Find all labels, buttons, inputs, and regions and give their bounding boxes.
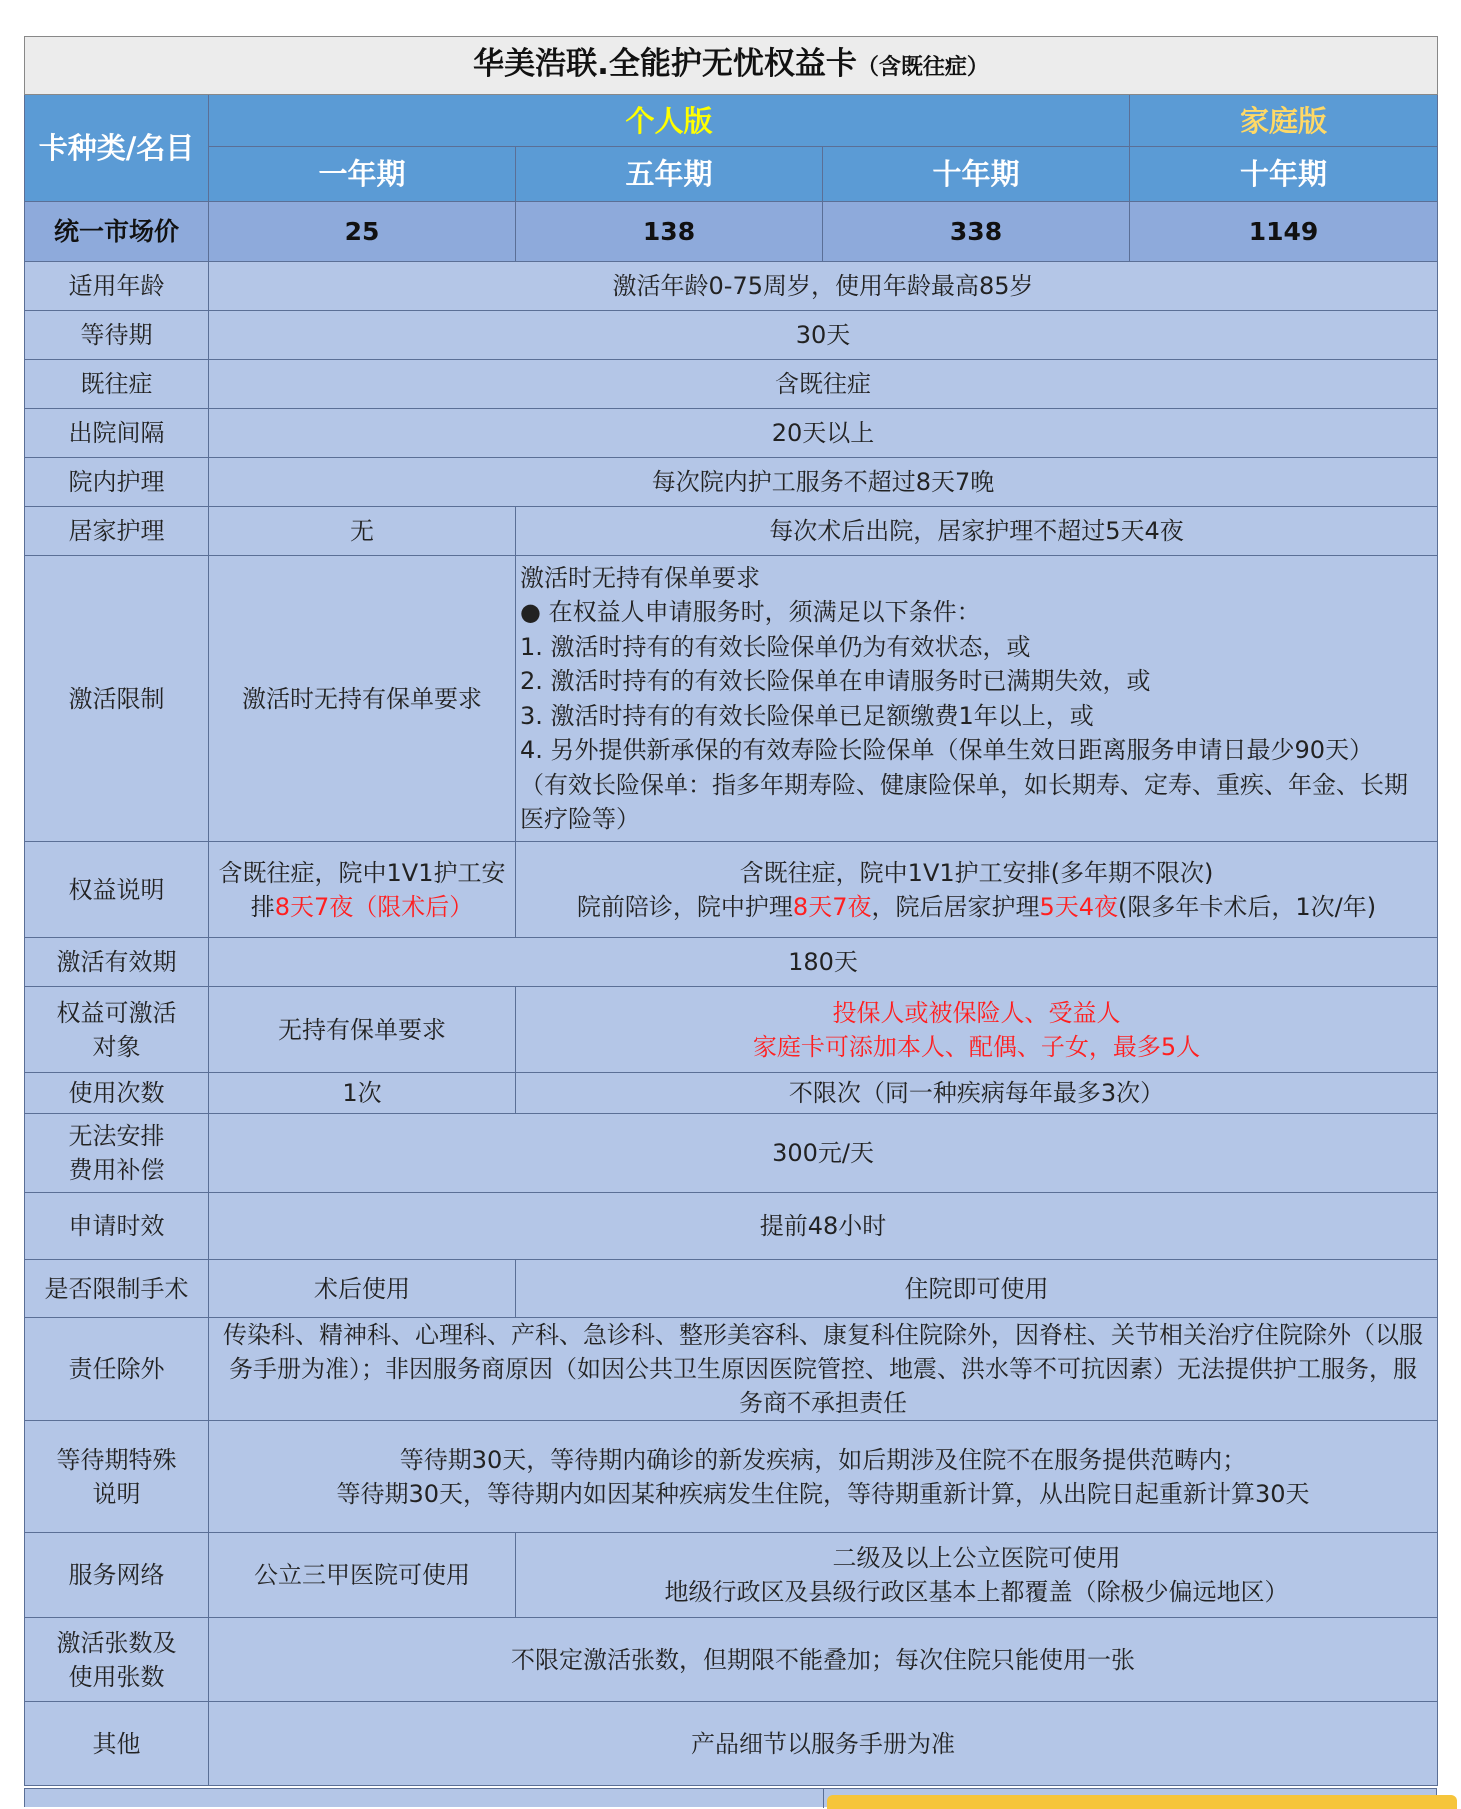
- period-one-year: 一年期: [209, 147, 516, 202]
- compensation-label: [25, 1114, 209, 1193]
- activation-limit-line: 1. 激活时持有的有效长险保单仍为有效状态，或: [520, 632, 1031, 661]
- compensation-value: 300元/天: [209, 1114, 1438, 1193]
- waiting-label: 等待期: [25, 311, 209, 360]
- times-one-year: 1次: [209, 1073, 516, 1114]
- period-five-year: 五年期: [516, 147, 823, 202]
- activation-limit-line: 激活时无持有保单要求: [520, 563, 760, 592]
- bottom-strip: [24, 1788, 1437, 1807]
- validity-label: 激活有效期: [25, 938, 209, 987]
- exclusions-value: [209, 1318, 1438, 1421]
- waiting-special-line2: 等待期30天，等待期内如因某种疾病发生住院，等待期重新计算，从出院日起重新计算30天: [336, 1479, 1310, 1508]
- eligible-multi-line1: 投保人或被保险人、受益人: [832, 998, 1121, 1027]
- activation-limit-line: （有效长险保单：指多年期寿险、健康险保单，如长期寿、定寿、重疾、年金、长期: [520, 770, 1408, 799]
- network-multi-line2: 地级行政区及县级行政区基本上都覆盖（除极少偏远地区）: [664, 1578, 1289, 1606]
- period-ten-year: 十年期: [823, 147, 1130, 202]
- age-label: 适用年龄: [25, 262, 209, 311]
- validity-value: 180天: [209, 938, 1438, 987]
- activation-limit-multi-year: [516, 556, 1438, 842]
- eligible-multi-year: [516, 987, 1438, 1073]
- benefits-multi-year: [516, 842, 1438, 938]
- exclusions-line2: 务手册为准）；非因服务商原因（如因公共卫生原因医院管控、地震、洪水等不可抗因素）无法提供护工服务，服: [229, 1355, 1418, 1383]
- eligible-label: [25, 987, 209, 1073]
- network-multi-year: [516, 1533, 1438, 1618]
- benefits-multi-text-e: (限多年卡术后，1次/年): [1118, 892, 1377, 921]
- waiting-special-line1: 等待期30天，等待期内确诊的新发疾病，如后期涉及住院不在服务提供范畴内；: [399, 1445, 1247, 1474]
- benefits-multi-highlight-inhospital: 8天7夜: [792, 892, 872, 921]
- title-main: 华美浩联.全能护无忧权益卡: [473, 45, 857, 82]
- card-type-header: 卡种类/名目: [25, 95, 209, 202]
- network-multi-line1: 二级及以上公立医院可使用: [832, 1544, 1121, 1572]
- network-one-year: 公立三甲医院可使用: [209, 1533, 516, 1618]
- inhospital-label: 院内护理: [25, 458, 209, 507]
- bottom-strip-divider: [823, 1789, 824, 1808]
- compensation-label-line1: 无法安排: [68, 1122, 165, 1150]
- benefits-multi-line1: 含既往症，院中1V1护工安排(多年期不限次): [739, 858, 1214, 887]
- family-edition-header: 家庭版: [1130, 95, 1438, 147]
- personal-edition-header: 个人版: [209, 95, 1130, 147]
- waiting-special-label: [25, 1421, 209, 1533]
- homecare-multi-year: 每次术后出院，居家护理不超过5天4夜: [516, 507, 1438, 556]
- discharge-label: 出院间隔: [25, 409, 209, 458]
- apply-time-value: 提前48小时: [209, 1193, 1438, 1260]
- price-family: 1149: [1130, 202, 1438, 262]
- price-ten-year: 338: [823, 202, 1130, 262]
- price-one-year: 25: [209, 202, 516, 262]
- exclusions-line3: 务商不承担责任: [739, 1389, 908, 1417]
- exclusions-line1: 传染科、精神科、心理科、产科、急诊科、整形美容科、康复科住院除外，因脊柱、关节相关治疗住院除外（以服: [223, 1321, 1424, 1349]
- inhospital-value: 每次院内护工服务不超过8天7晚: [209, 458, 1438, 507]
- activation-limit-line: ● 在权益人申请服务时，须满足以下条件：: [520, 598, 981, 626]
- surgery-multi-year: 住院即可使用: [516, 1260, 1438, 1318]
- benefit-card-table-wrapper: [24, 36, 1437, 1786]
- benefits-one-year-line1: 含既往症，院中1V1护工安: [218, 858, 506, 887]
- benefits-one-year: [209, 842, 516, 938]
- discharge-value: 20天以上: [209, 409, 1438, 458]
- exclusions-label: 责任除外: [25, 1318, 209, 1421]
- preexisting-label: 既往症: [25, 360, 209, 409]
- age-value: 激活年龄0-75周岁，使用年龄最高85岁: [209, 262, 1438, 311]
- period-ten-year-family: 十年期: [1130, 147, 1438, 202]
- benefit-card-table: [24, 36, 1438, 1786]
- activation-limit-line: 4. 另外提供新承保的有效寿险长险保单（保单生效日距离服务申请日最少90天）: [520, 736, 1374, 764]
- times-label: 使用次数: [25, 1073, 209, 1114]
- waiting-special-value: [209, 1421, 1438, 1533]
- cards-label-line2: 使用张数: [68, 1662, 165, 1691]
- price-label: 统一市场价: [25, 202, 209, 262]
- table-title: [25, 37, 1438, 95]
- activation-limit-one-year: 激活时无持有保单要求: [209, 556, 516, 842]
- network-label: 服务网络: [25, 1533, 209, 1618]
- eligible-label-line2: 对象: [92, 1032, 141, 1061]
- cards-label: [25, 1618, 209, 1702]
- times-multi-year: 不限次（同一种疾病每年最多3次）: [516, 1073, 1438, 1114]
- cards-value: 不限定激活张数，但期限不能叠加；每次住院只能使用一张: [209, 1618, 1438, 1702]
- title-sub: （含既往症）: [856, 54, 989, 80]
- benefits-one-year-highlight: 8天7夜（限术后）: [274, 892, 474, 921]
- eligible-one-year: 无持有保单要求: [209, 987, 516, 1073]
- other-value: 产品细节以服务手册为准: [209, 1702, 1438, 1786]
- activation-limit-line: 3. 激活时持有的有效长险保单已足额缴费1年以上，或: [520, 701, 1094, 730]
- cards-label-line1: 激活张数及: [56, 1628, 177, 1657]
- preexisting-value: 含既往症: [209, 360, 1438, 409]
- other-label: 其他: [25, 1702, 209, 1786]
- benefits-one-year-text: 排: [250, 892, 275, 921]
- compensation-label-line2: 费用补偿: [68, 1156, 165, 1184]
- activation-limit-label: 激活限制: [25, 556, 209, 842]
- benefits-multi-highlight-home: 5天4夜: [1039, 892, 1119, 921]
- waiting-value: 30天: [209, 311, 1438, 360]
- activation-limit-line: 医疗险等）: [520, 805, 640, 833]
- surgery-label: 是否限制手术: [25, 1260, 209, 1318]
- eligible-multi-line2: 家庭卡可添加本人、配偶、子女，最多5人: [752, 1032, 1201, 1061]
- benefits-multi-text-c: ，院后居家护理: [871, 892, 1040, 921]
- price-five-year: 138: [516, 202, 823, 262]
- apply-time-label: 申请时效: [25, 1193, 209, 1260]
- surgery-one-year: 术后使用: [209, 1260, 516, 1318]
- waiting-special-label-line1: 等待期特殊: [56, 1445, 177, 1474]
- activation-limit-line: 2. 激活时持有的有效长险保单在申请服务时已满期失效，或: [520, 667, 1151, 695]
- waiting-special-label-line2: 说明: [92, 1479, 141, 1508]
- homecare-one-year: 无: [209, 507, 516, 556]
- benefits-multi-line2: [522, 890, 1431, 924]
- benefits-one-year-line2: [215, 890, 509, 924]
- eligible-label-line1: 权益可激活: [56, 998, 177, 1027]
- homecare-label: 居家护理: [25, 507, 209, 556]
- benefits-multi-text-a: 院前陪诊，院中护理: [576, 892, 793, 921]
- benefits-label: 权益说明: [25, 842, 209, 938]
